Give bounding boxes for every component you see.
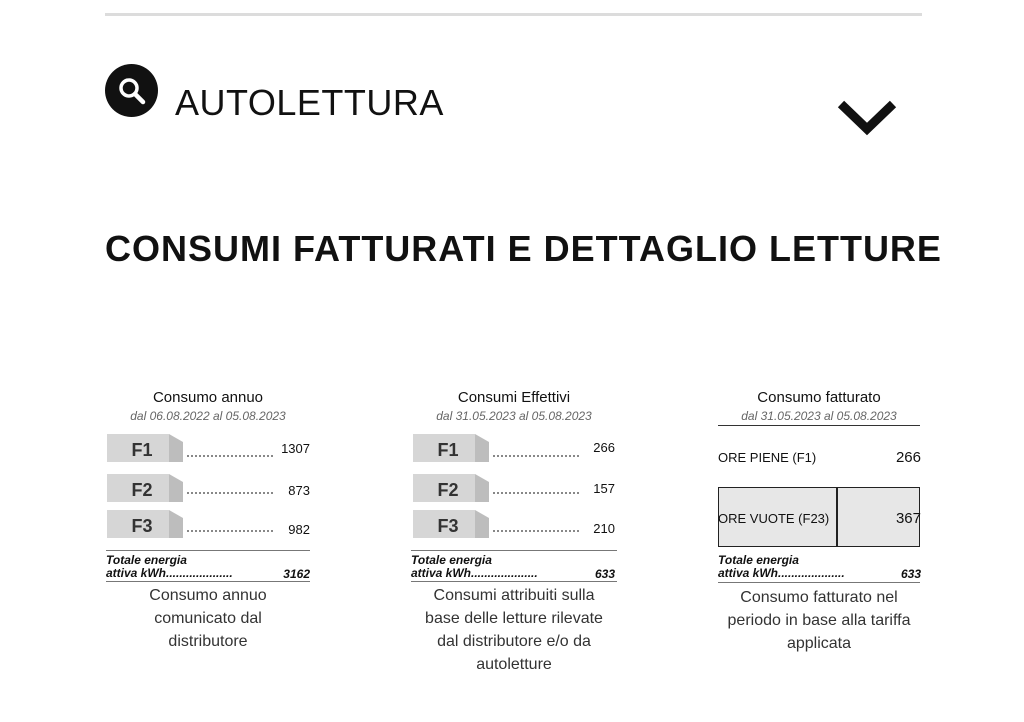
total-label: Totale energia: [106, 553, 187, 567]
dotted-leader: [493, 455, 579, 457]
band-block-f1: [107, 432, 183, 462]
total-rule: [411, 550, 617, 551]
band-value: 210: [593, 521, 615, 536]
band-block-f2: [413, 472, 489, 502]
total-rule: [411, 581, 617, 582]
search-icon[interactable]: [105, 64, 158, 117]
dotted-leader: [187, 455, 273, 457]
band-value: 873: [288, 483, 310, 498]
top-divider: [105, 13, 922, 16]
dotted-leader: [493, 530, 579, 532]
band-label: F1: [437, 440, 459, 460]
panel-title: Consumo fatturato: [757, 389, 881, 406]
total-label: Totale energia: [411, 553, 492, 567]
total-rule: [106, 550, 310, 551]
panel-dates: dal 31.05.2023 al 05.08.2023: [436, 409, 592, 423]
autolettura-title[interactable]: AUTOLETTURA: [175, 82, 444, 123]
total-value: 633: [900, 567, 921, 581]
chevron-down-icon[interactable]: [836, 96, 898, 138]
total-label: Totale energia: [718, 553, 799, 567]
band-value: 982: [288, 522, 310, 537]
band-value: 266: [593, 440, 615, 455]
dotted-leader: [187, 530, 273, 532]
band-label: F2: [437, 480, 459, 500]
panel-note: Consumi attribuiti sulla base delle letture rilevate dal distributore e/o da autoletture: [425, 587, 603, 673]
fascia-label: ORE VUOTE (F23): [718, 511, 830, 526]
total-value: 3162: [283, 567, 310, 581]
panel-dates: dal 31.05.2023 al 05.08.2023: [741, 409, 897, 423]
fascia-divider: [836, 487, 838, 547]
total-rule: [718, 582, 920, 583]
panel-note: Consumo fatturato nel periodo in base alla tariffa applicata: [727, 589, 911, 652]
dotted-leader: [187, 492, 273, 494]
band-block-f2: [107, 472, 183, 502]
fascia-label: ORE PIENE (F1): [718, 450, 817, 465]
total-label: attiva kWh....................: [106, 566, 233, 580]
total-value: 633: [594, 567, 615, 581]
total-label: attiva kWh....................: [718, 566, 845, 580]
band-block-f3: [413, 508, 489, 538]
band-label: F3: [437, 516, 459, 536]
band-block-f1: [413, 432, 489, 462]
total-label: attiva kWh....................: [411, 566, 538, 580]
fascia-value: 367: [895, 510, 921, 527]
dotted-leader: [493, 492, 579, 494]
panel-title: Consumi Effettivi: [457, 389, 571, 406]
panel-note: Consumo annuo comunicato dal distributore: [149, 587, 267, 650]
panel-dates: dal 06.08.2022 al 05.08.2023: [130, 409, 286, 423]
band-label: F2: [131, 480, 153, 500]
panel-title: Consumo annuo: [152, 389, 264, 406]
band-label: F3: [131, 516, 153, 536]
header-rule: [718, 425, 920, 426]
band-value: 157: [593, 481, 615, 496]
band-label: F1: [131, 440, 153, 460]
total-rule: [106, 581, 310, 582]
band-block-f3: [107, 508, 183, 538]
section-title: CONSUMI FATTURATI E DETTAGLIO LETTURE: [105, 228, 942, 269]
fascia-value: 266: [895, 449, 921, 466]
band-value: 1307: [281, 441, 310, 456]
